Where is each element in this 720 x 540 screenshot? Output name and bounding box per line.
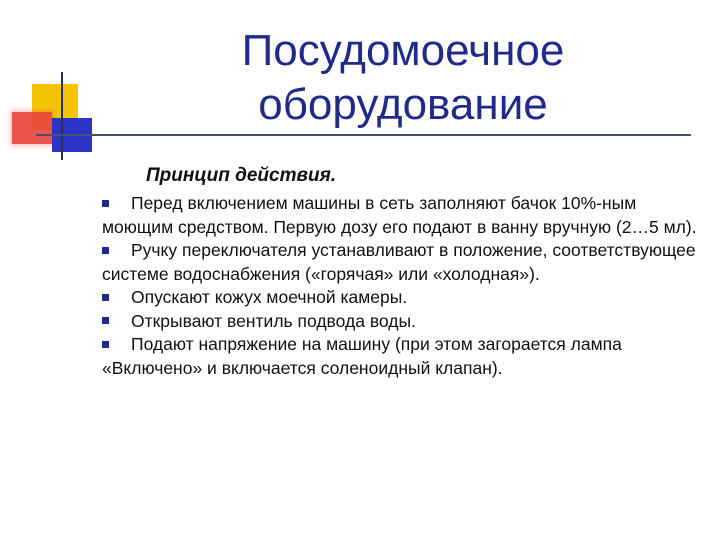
bullet-square-icon	[102, 247, 109, 254]
vertical-rule	[61, 72, 63, 160]
bullet-square-icon	[102, 294, 109, 301]
bullet-list	[102, 192, 702, 380]
list-item	[102, 333, 702, 380]
list-item-text: Подают напряжение на машину (при этом загорается лампа «Включено» и включается соленоидный клапан).	[102, 334, 622, 378]
page-title: Посудомоечное оборудование	[241, 26, 565, 129]
list-item-text: Открывают вентиль подвода воды.	[131, 310, 416, 331]
list-item	[102, 310, 702, 334]
bullet-square-icon	[102, 317, 109, 324]
list-item-text: Ручку переключателя устанавливают в положение, соответствующее системе водоснабжения («горячая» или «холодная»).	[102, 240, 696, 284]
list-item	[102, 192, 702, 239]
bullet-square-icon	[102, 341, 109, 348]
bullet-square-icon	[102, 200, 109, 207]
red-square-decoration	[12, 112, 52, 144]
list-item-text: Опускают кожух моечной камеры.	[131, 287, 408, 307]
list-item	[102, 286, 702, 310]
list-item-text: Перед включением машины в сеть заполняют бачок 10%-ным моющим средством. Первую дозу его подают в ванну вручную (2…5 мл).	[102, 193, 697, 237]
section-subtitle: Принцип действия.	[146, 165, 337, 186]
title-divider	[36, 134, 691, 136]
list-item	[102, 239, 702, 286]
